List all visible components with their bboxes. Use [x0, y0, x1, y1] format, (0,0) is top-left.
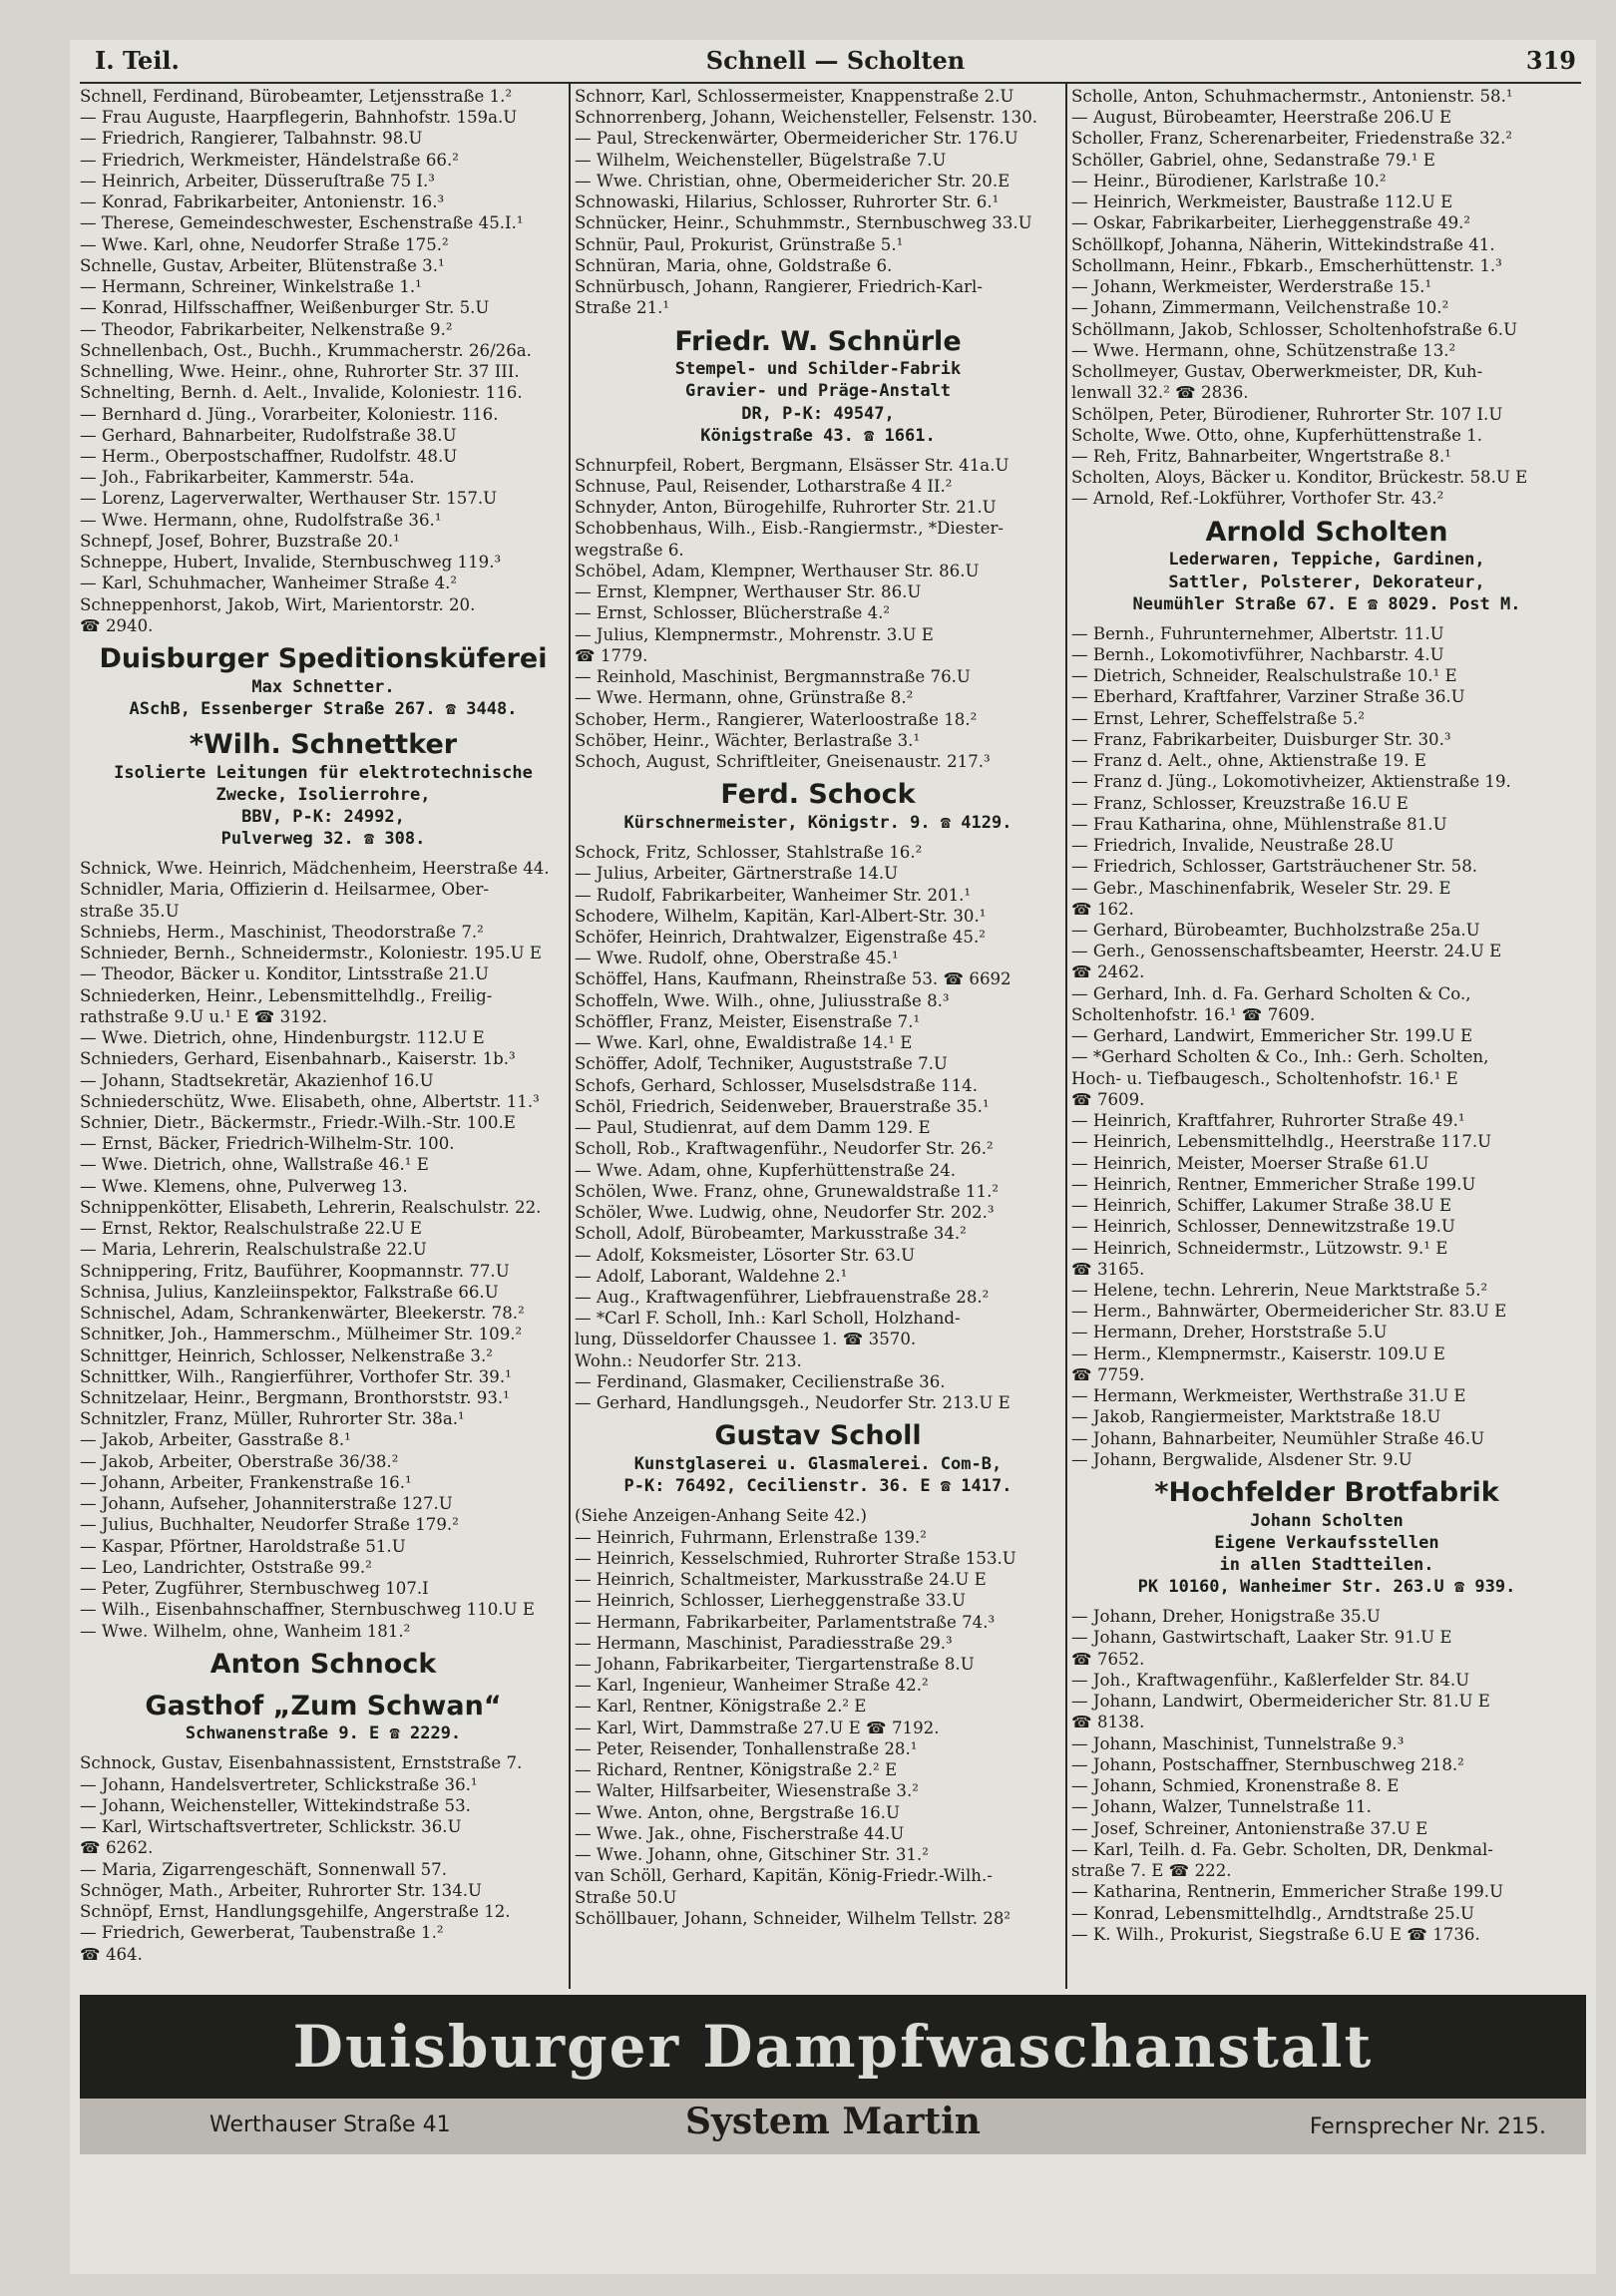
- directory-entry: — Gerh., Genossenschaftsbeamter, Heerstr. 24.U E: [1071, 942, 1502, 961]
- directory-entry: — Gerhard, Bahnarbeiter, Rudolfstraße 38.U: [80, 425, 457, 445]
- directory-entry: — Ferdinand, Glasmaker, Cecilienstraße 36.: [575, 1371, 946, 1391]
- directory-entry: — Johann, Schmied, Kronenstraße 8. E: [1071, 1776, 1400, 1796]
- directory-entry: — Johann, Aufseher, Johanniterstraße 127.U: [80, 1494, 453, 1514]
- advertisement-title: Arnold Scholten: [1205, 516, 1448, 548]
- directory-entry: Schnitker, Joh., Hammerschm., Mülheimer Str. 109.²: [80, 1325, 523, 1344]
- advertisement-block: [1071, 516, 1582, 615]
- directory-entry: — Julius, Arbeiter, Gärtnerstraße 14.U: [575, 864, 899, 884]
- directory-entry: Schober, Herm., Rangierer, Waterloostraße 18.²: [575, 709, 978, 729]
- directory-entry: ☎ 464.: [80, 1944, 143, 1964]
- directory-entry: — Karl, Wirt, Dammstraße 27.U E ☎ 7192.: [575, 1718, 940, 1737]
- directory-entry: Schnorr, Karl, Schlossermeister, Knappenstraße 2.U: [575, 87, 1014, 106]
- directory-entry: Schodere, Wilhelm, Kapitän, Karl-Albert-Str. 30.¹: [575, 906, 987, 926]
- directory-entry: — Heinrich, Rentner, Emmericher Straße 199.U: [1071, 1174, 1476, 1194]
- directory-entry: — Ernst, Schlosser, Blücherstraße 4.²: [575, 603, 891, 623]
- directory-entry: ☎ 8138.: [1071, 1713, 1145, 1732]
- directory-entry: Schöffer, Adolf, Techniker, Auguststraße 7.U: [575, 1054, 948, 1074]
- directory-entry: Schöfer, Heinrich, Drahtwalzer, Eigenstraße 45.²: [575, 928, 986, 947]
- directory-entry: — Wwe. Dietrich, ohne, Wallstraße 46.¹ E: [80, 1155, 429, 1175]
- directory-entry: — Walter, Hilfsarbeiter, Wiesenstraße 3.²: [575, 1781, 919, 1801]
- directory-entry: Scholten, Aloys, Bäcker u. Konditor, Brückestr. 58.U E: [1071, 468, 1528, 488]
- directory-entry: Schofs, Gerhard, Schlosser, Muselsdstraße 114.: [575, 1075, 978, 1095]
- directory-entry: — Heinrich, Lebensmittelhdlg., Heerstraße 117.U: [1071, 1132, 1492, 1152]
- directory-entry: — *Carl F. Scholl, Inh.: Karl Scholl, Holzhand-: [575, 1309, 961, 1329]
- directory-entry: — Johann, Arbeiter, Frankenstraße 16.¹: [80, 1472, 412, 1492]
- directory-entry: — Johann, Landwirt, Obermeidericher Str. 81.U E: [1071, 1692, 1490, 1712]
- advertisement-line: PK 10160, Wanheimer Str. 263.U ☎ 939.: [1137, 1577, 1516, 1598]
- directory-entry: — Wwe. Jak., ohne, Fischerstraße 44.U: [575, 1823, 905, 1843]
- directory-entry: Schölen, Wwe. Franz, ohne, Grunewaldstraße 11.²: [575, 1181, 1000, 1201]
- directory-entry: Schnier, Dietr., Bäckermstr., Friedr.-Wilh.-Str. 100.E: [80, 1112, 516, 1132]
- directory-entry: — Leo, Landrichter, Oststraße 99.²: [80, 1557, 372, 1577]
- directory-column-3: [1071, 86, 1582, 1989]
- directory-entry: — Oskar, Fabrikarbeiter, Lierheggenstraße 49.²: [1071, 213, 1471, 233]
- directory-entry: ☎ 3165.: [1071, 1259, 1145, 1279]
- directory-entry: Schöllmann, Jakob, Schlosser, Scholtenhofstraße 6.U: [1071, 319, 1518, 339]
- directory-entry: — Wwe. Karl, ohne, Ewaldistraße 14.¹ E: [575, 1033, 913, 1053]
- directory-entry: — Bernh., Lokomotivführer, Nachbarstr. 4.U: [1071, 644, 1444, 664]
- directory-entry: — Johann, Weichensteller, Wittekindstraße 53.: [80, 1795, 471, 1815]
- directory-entry: — Wilh., Eisenbahnschaffner, Sternbuschweg 110.U E: [80, 1600, 535, 1620]
- directory-entry: — Heinrich, Fuhrmann, Erlenstraße 139.²: [575, 1527, 927, 1547]
- directory-entry: Schoffeln, Wwe. Wilh., ohne, Juliusstraße 8.³: [575, 990, 950, 1010]
- directory-entry: — Heinrich, Kesselschmied, Ruhrorter Straße 153.U: [575, 1548, 1016, 1568]
- directory-entry: — Julius, Buchhalter, Neudorfer Straße 179.²: [80, 1515, 459, 1535]
- directory-entry: — Joh., Fabrikarbeiter, Kammerstr. 54a.: [80, 468, 415, 488]
- directory-entry: — Wwe. Rudolf, ohne, Oberstraße 45.¹: [575, 949, 899, 968]
- page-number: 319: [1525, 46, 1576, 75]
- directory-entry: — Johann, Walzer, Tunnelstraße 11.: [1071, 1797, 1372, 1817]
- directory-entry: — Maria, Zigarrengeschäft, Sonnenwall 57.: [80, 1859, 447, 1879]
- directory-entry: — Franz, Fabrikarbeiter, Duisburger Str. 30.³: [1071, 729, 1451, 749]
- directory-entry: — Lorenz, Lagerverwalter, Werthauser Str. 157.U: [80, 489, 498, 509]
- directory-entry: — Friedrich, Werkmeister, Händelstraße 66.²: [80, 150, 459, 170]
- directory-entry: — Gerhard, Landwirt, Emmericher Str. 199.U E: [1071, 1026, 1473, 1046]
- directory-entry: ☎ 6262.: [80, 1838, 154, 1858]
- directory-entry: ☎ 2462.: [1071, 962, 1145, 982]
- directory-entry: Schnowaski, Hilarius, Schlosser, Ruhrorter Str. 6.¹: [575, 192, 1000, 212]
- directory-entry: Schöller, Gabriel, ohne, Sedanstraße 79.¹ E: [1071, 150, 1435, 170]
- directory-entry: ☎ 7759.: [1071, 1364, 1145, 1384]
- directory-entry: — Josef, Schreiner, Antonienstraße 37.U E: [1071, 1818, 1428, 1838]
- advertisement-title: Ferd. Schock: [720, 779, 916, 811]
- directory-entry: Schnick, Wwe. Heinrich, Mädchenheim, Heerstraße 44.: [80, 859, 550, 879]
- directory-entry: Schnelle, Gustav, Arbeiter, Blütenstraße 3.¹: [80, 255, 445, 275]
- directory-entry: — Peter, Zugführer, Sternbuschweg 107.I: [80, 1579, 429, 1599]
- directory-entry: Schnittker, Wilh., Rangierführer, Vorthofer Str. 39.¹: [80, 1366, 512, 1386]
- directory-entry: (Siehe Anzeigen-Anhang Seite 42.): [575, 1506, 867, 1526]
- directory-entry: — Wwe. Wilhelm, ohne, Wanheim 181.²: [80, 1621, 411, 1641]
- directory-entry: — Herm., Bahnwärter, Obermeidericher Str. 83.U E: [1071, 1302, 1507, 1322]
- directory-entry: — Hermann, Dreher, Horststraße 5.U: [1071, 1323, 1388, 1342]
- directory-entry: Schneppenhorst, Jakob, Wirt, Marientorstr. 20.: [80, 594, 476, 614]
- directory-entry: Schnellenbach, Ost., Buchh., Krummacherstr. 26/26a.: [80, 340, 532, 360]
- header-rule: [80, 82, 1581, 84]
- directory-entry: — Karl, Wirtschaftsvertreter, Schlickstr. 36.U: [80, 1817, 462, 1837]
- directory-entry: — Wwe. Klemens, ohne, Pulverweg 13.: [80, 1176, 408, 1196]
- directory-entry: — Karl, Rentner, Königstraße 2.² E: [575, 1697, 867, 1717]
- directory-entry: Schölpen, Peter, Bürodiener, Ruhrorter Str. 107 I.U: [1071, 404, 1503, 424]
- directory-entry: Scholler, Franz, Scherenarbeiter, Friedenstraße 32.²: [1071, 129, 1513, 149]
- directory-entry: — *Gerhard Scholten & Co., Inh.: Gerh. Scholten,: [1071, 1047, 1489, 1067]
- directory-entry: — Johann, Fabrikarbeiter, Tiergartenstraße 8.U: [575, 1654, 975, 1674]
- directory-entry: Schnippenkötter, Elisabeth, Lehrerin, Realschulstr. 22.: [80, 1197, 542, 1217]
- directory-entry: Wohn.: Neudorfer Str. 213.: [575, 1350, 802, 1370]
- directory-entry: — Konrad, Lebensmittelhdlg., Arndtstraße 25.U: [1071, 1903, 1475, 1923]
- advertisement-line: Max Schnetter.: [251, 676, 395, 697]
- directory-entry: Schöllbauer, Johann, Schneider, Wilhelm Tellstr. 28²: [575, 1908, 1011, 1928]
- directory-entry: straße 35.U: [80, 901, 180, 921]
- directory-entry: — Ernst, Bäcker, Friedrich-Wilhelm-Str. 100.: [80, 1134, 455, 1154]
- advertisement-title: *Hochfelder Brotfabrik: [1154, 1477, 1499, 1509]
- directory-entry: — Heinrich, Schneidermstr., Lützowstr. 9.¹ E: [1071, 1238, 1448, 1258]
- directory-entry: Schnidler, Maria, Offizierin d. Heilsarmee, Ober-: [80, 880, 490, 900]
- advertisement-block: [80, 728, 567, 850]
- directory-entry: wegstraße 6.: [575, 540, 684, 560]
- advertisement-title: Gasthof „Zum Schwan“: [145, 1690, 502, 1722]
- directory-entry: — Julius, Klempnermstr., Mohrenstr. 3.U E: [575, 624, 934, 644]
- advertisement-title: Gustav Scholl: [714, 1420, 922, 1452]
- advertisement-line: Eigene Verkaufsstellen: [1214, 1532, 1439, 1553]
- advertisement-block: [80, 1690, 567, 1745]
- advertisement-block: [80, 1648, 567, 1682]
- directory-entry: — Hermann, Fabrikarbeiter, Parlamentstraße 74.³: [575, 1612, 996, 1632]
- directory-entry: — Reinhold, Maschinist, Bergmannstraße 76.U: [575, 667, 971, 687]
- footer-title: Duisburger Dampfwaschanstalt: [292, 2013, 1374, 2081]
- advertisement-line: P-K: 76492, Cecilienstr. 36. E ☎ 1417.: [623, 1476, 1012, 1497]
- directory-entry: — Heinrich, Schaltmeister, Markusstraße 24.U E: [575, 1570, 987, 1590]
- directory-entry: — Franz, Schlosser, Kreuzstraße 16.U E: [1071, 793, 1409, 813]
- directory-entry: — Franz d. Jüng., Lokomotivheizer, Aktienstraße 19.: [1071, 772, 1511, 792]
- footer-system: System Martin: [685, 2101, 981, 2142]
- directory-entry: — Ernst, Lehrer, Scheffelstraße 5.²: [1071, 708, 1366, 728]
- directory-entry: — Johann, Stadtsekretär, Akazienhof 16.U: [80, 1070, 434, 1090]
- directory-entry: Schnippering, Fritz, Bauführer, Koopmannstr. 77.U: [80, 1261, 510, 1281]
- footer-phone: Fernsprecher Nr. 215.: [1309, 2114, 1546, 2139]
- directory-entry: — Adolf, Laborant, Waldehne 2.¹: [575, 1266, 848, 1286]
- directory-entry: — Heinrich, Werkmeister, Baustraße 112.U E: [1071, 192, 1453, 212]
- directory-entry: — Karl, Schuhmacher, Wanheimer Straße 4.²: [80, 574, 458, 593]
- directory-entry: Straße 50.U: [575, 1887, 677, 1907]
- directory-entry: Schnüran, Maria, ohne, Goldstraße 6.: [575, 255, 893, 275]
- directory-entry: — Friedrich, Gewerberat, Taubenstraße 1.²: [80, 1923, 444, 1943]
- directory-entry: — Bernh., Fuhrunternehmer, Albertstr. 11.U: [1071, 623, 1444, 643]
- directory-entry: Schoch, August, Schriftleiter, Gneisenaustr. 217.³: [575, 751, 991, 771]
- advertisement-line: BBV, P-K: 24992,: [241, 806, 405, 827]
- directory-entry: Scholl, Adolf, Bürobeamter, Markusstraße 34.²: [575, 1224, 967, 1244]
- directory-entry: — Gerhard, Bürobeamter, Buchholzstraße 25a.U: [1071, 921, 1480, 940]
- directory-entry: — Wwe. Hermann, ohne, Rudolfstraße 36.¹: [80, 510, 442, 530]
- directory-entry: — Johann, Zimmermann, Veilchenstraße 10.²: [1071, 298, 1449, 318]
- directory-entry: — Heinrich, Schiffer, Lakumer Straße 38.U E: [1071, 1196, 1452, 1216]
- directory-entry: Schnell, Ferdinand, Bürobeamter, Letjensstraße 1.²: [80, 87, 513, 106]
- directory-entry: Schnitzler, Franz, Müller, Ruhrorter Str. 38a.¹: [80, 1409, 465, 1429]
- directory-entry: — Franz d. Aelt., ohne, Aktienstraße 19. E: [1071, 751, 1426, 771]
- directory-entry: Schobbenhaus, Wilh., Eisb.-Rangiermstr., *Diester-: [575, 519, 1005, 539]
- directory-entry: Scholtenhofstr. 16.¹ ☎ 7609.: [1071, 1004, 1316, 1024]
- directory-entry: Schniebs, Herm., Maschinist, Theodorstraße 7.²: [80, 922, 484, 942]
- directory-entry: Schnelting, Bernh. d. Aelt., Invalide, Koloniestr. 116.: [80, 383, 523, 403]
- directory-entry: Schniederschütz, Wwe. Elisabeth, ohne, Albertstr. 11.³: [80, 1091, 540, 1111]
- directory-entry: — Frau Katharina, ohne, Mühlenstraße 81.U: [1071, 814, 1447, 834]
- directory-entry: Schnieders, Gerhard, Eisenbahnarb., Kaiserstr. 1b.³: [80, 1049, 516, 1069]
- directory-entry: — Karl, Teilh. d. Fa. Gebr. Scholten, DR, Denkmal-: [1071, 1839, 1493, 1859]
- directory-entry: — Theodor, Bäcker u. Konditor, Lintsstraße 21.U: [80, 964, 490, 984]
- advertisement-line: in allen Stadtteilen.: [1219, 1555, 1434, 1576]
- directory-entry: Straße 21.¹: [575, 298, 670, 318]
- directory-entry: — Wwe. Hermann, ohne, Grünstraße 8.²: [575, 688, 914, 708]
- advertisement-title: Friedr. W. Schnürle: [674, 325, 962, 357]
- directory-entry: — Wwe. Johann, ohne, Gitschiner Str. 31.²: [575, 1845, 929, 1865]
- directory-entry: — Therese, Gemeindeschwester, Eschenstraße 45.I.¹: [80, 213, 524, 233]
- directory-entry: — Johann, Postschaffner, Sternbuschweg 218.²: [1071, 1754, 1464, 1774]
- directory-entry: — Reh, Fritz, Bahnarbeiter, Wngertstraße 8.¹: [1071, 446, 1451, 466]
- advertisement-block: [575, 1419, 1061, 1497]
- directory-entry: van Schöll, Gerhard, Kapitän, König-Friedr.-Wilh.-: [575, 1866, 993, 1886]
- directory-entry: — Gebr., Maschinenfabrik, Weseler Str. 29. E: [1071, 878, 1451, 898]
- advertisement-line: Sattler, Polsterer, Dekorateur,: [1168, 572, 1485, 592]
- directory-entry: — Johann, Werkmeister, Werderstraße 15.¹: [1071, 277, 1432, 297]
- advertisement-line: DR, P-K: 49547,: [741, 403, 895, 424]
- column-divider-2: [1065, 84, 1067, 1989]
- directory-entry: ☎ 7609.: [1071, 1089, 1145, 1109]
- directory-entry: — Friedrich, Rangierer, Talbahnstr. 98.U: [80, 129, 423, 149]
- directory-entry: Schnittger, Heinrich, Schlosser, Nelkenstraße 3.²: [80, 1345, 493, 1365]
- directory-column-2: [575, 86, 1061, 1989]
- directory-entry: — Heinrich, Meister, Moerser Straße 61.U: [1071, 1153, 1429, 1173]
- directory-entry: — Heinrich, Schlosser, Lierheggenstraße 33.U: [575, 1591, 966, 1611]
- advertisement-title: Duisburger Speditionsküferei: [99, 643, 548, 675]
- directory-entry: Schneppe, Hubert, Invalide, Sternbuschweg 119.³: [80, 553, 502, 573]
- directory-entry: — Friedrich, Invalide, Neustraße 28.U: [1071, 836, 1395, 856]
- column-divider-1: [569, 84, 571, 1989]
- advertisement-block: [575, 325, 1061, 447]
- directory-entry: Schöffel, Hans, Kaufmann, Rheinstraße 53. ☎ 6692: [575, 969, 1011, 989]
- directory-entry: — Wwe. Adam, ohne, Kupferhüttenstraße 24.: [575, 1160, 957, 1180]
- directory-entry: — Jakob, Rangiermeister, Marktstraße 18.U: [1071, 1407, 1441, 1427]
- directory-entry: straße 7. E ☎ 222.: [1071, 1861, 1232, 1881]
- directory-entry: — Eberhard, Kraftfahrer, Varziner Straße 36.U: [1071, 687, 1465, 707]
- advertisement-block: [1071, 1476, 1582, 1598]
- directory-entry: — Bernhard d. Jüng., Vorarbeiter, Koloniestr. 116.: [80, 404, 499, 424]
- advertisement-line: Zwecke, Isolierrohre,: [215, 784, 431, 805]
- directory-entry: — Heinrich, Arbeiter, Düsseruſtraße 75 I.³: [80, 171, 435, 191]
- directory-entry: — Ernst, Rektor, Realschulstraße 22.U E: [80, 1219, 422, 1239]
- directory-entry: — Heinrich, Kraftfahrer, Ruhrorter Straße 49.¹: [1071, 1111, 1465, 1131]
- directory-entry: Schnürbusch, Johann, Rangierer, Friedrich-Karl-: [575, 277, 983, 297]
- directory-entry: — Maria, Lehrerin, Realschulstraße 22.U: [80, 1240, 427, 1260]
- directory-entry: — Theodor, Fabrikarbeiter, Nelkenstraße 9.²: [80, 319, 453, 339]
- directory-entry: — Aug., Kraftwagenführer, Liebfrauenstraße 28.²: [575, 1287, 990, 1307]
- directory-entry: — Herm., Klempnermstr., Kaiserstr. 109.U E: [1071, 1343, 1445, 1363]
- directory-entry: — Heinr., Bürodiener, Karlstraße 10.²: [1071, 171, 1387, 191]
- directory-entry: — Johann, Bahnarbeiter, Neumühler Straße 46.U: [1071, 1428, 1485, 1448]
- directory-entry: — Paul, Studienrat, auf dem Damm 129. E: [575, 1118, 931, 1138]
- directory-entry: — Wwe. Dietrich, ohne, Hindenburgstr. 112.U E: [80, 1028, 485, 1048]
- directory-entry: — Joh., Kraftwagenführ., Kaßlerfelder Str. 84.U: [1071, 1670, 1470, 1690]
- directory-entry: — Peter, Reisender, Tonhallenstraße 28.¹: [575, 1738, 918, 1758]
- directory-entry: — Paul, Streckenwärter, Obermeidericher Str. 176.U: [575, 129, 1018, 149]
- directory-entry: — Hermann, Maschinist, Paradiesstraße 29.³: [575, 1633, 953, 1653]
- page-header: [95, 46, 1576, 80]
- directory-entry: Scholl, Rob., Kraftwagenführ., Neudorfer Str. 26.²: [575, 1139, 994, 1159]
- directory-entry: Schnepf, Josef, Bohrer, Buzstraße 20.¹: [80, 531, 400, 551]
- directory-entry: Schnöger, Math., Arbeiter, Ruhrorter Str. 134.U: [80, 1880, 483, 1900]
- directory-entry: — Wwe. Hermann, ohne, Schützenstraße 13.²: [1071, 340, 1456, 360]
- directory-entry: — August, Bürobeamter, Heerstraße 206.U E: [1071, 108, 1452, 128]
- directory-entry: lung, Düsseldorfer Chaussee 1. ☎ 3570.: [575, 1330, 917, 1349]
- directory-entry: — Richard, Rentner, Königstraße 2.² E: [575, 1760, 898, 1780]
- directory-entry: — Heinrich, Schlosser, Dennewitzstraße 19.U: [1071, 1217, 1455, 1237]
- directory-column-1: [80, 86, 567, 1989]
- directory-entry: Schollmann, Heinr., Fbkarb., Emscherhüttenstr. 1.³: [1071, 255, 1502, 275]
- directory-entry: — Katharina, Rentnerin, Emmericher Straße 199.U: [1071, 1882, 1504, 1902]
- advertisement-line: Stempel- und Schilder-Fabrik: [674, 359, 962, 380]
- directory-entry: — Rudolf, Fabrikarbeiter, Wanheimer Str. 201.¹: [575, 885, 972, 905]
- footer-address: Werthauser Straße 41: [209, 2112, 451, 2137]
- directory-entry: — Karl, Ingenieur, Wanheimer Straße 42.²: [575, 1676, 929, 1696]
- directory-entry: Scholle, Anton, Schuhmachermstr., Antonienstr. 58.¹: [1071, 87, 1513, 106]
- directory-entry: Schnurpfeil, Robert, Bergmann, Elsässer Str. 41a.U: [575, 455, 1010, 475]
- advertisement-line: Lederwaren, Teppiche, Gardinen,: [1168, 550, 1485, 571]
- directory-entry: — Herm., Oberpostschaffner, Rudolfstr. 48.U: [80, 446, 458, 466]
- directory-entry: Schnuse, Paul, Reisender, Lotharstraße 4 II.²: [575, 476, 953, 496]
- directory-entry: — Konrad, Hilfsschaffner, Weißenburger Str. 5.U: [80, 298, 490, 318]
- directory-entry: Schnitzelaar, Heinr., Bergmann, Bronthorststr. 93.¹: [80, 1388, 510, 1408]
- directory-entry: Schnorrenberg, Johann, Weichensteller, Felsenstr. 130.: [575, 108, 1038, 128]
- advertisement-line: Isolierte Leitungen für elektrotechnische: [114, 762, 533, 783]
- directory-entry: Schöllkopf, Johanna, Näherin, Wittekindstraße 41.: [1071, 234, 1495, 254]
- running-title: Schnell — Scholten: [705, 46, 966, 75]
- directory-entry: — Kaspar, Pförtner, Haroldstraße 51.U: [80, 1536, 406, 1556]
- directory-entry: — Frau Auguste, Haarpflegerin, Bahnhofstr. 159a.U: [80, 108, 518, 128]
- directory-entry: Schnücker, Heinr., Schuhmmstr., Sternbuschweg 33.U: [575, 213, 1032, 233]
- directory-entry: Schniederken, Heinr., Lebensmittelhdlg., Freilig-: [80, 985, 493, 1005]
- directory-entry: — Wwe. Karl, ohne, Neudorfer Straße 175.²: [80, 234, 449, 254]
- advertisement-block: [80, 642, 567, 720]
- directory-entry: — Gerhard, Inh. d. Fa. Gerhard Scholten & Co.,: [1071, 983, 1471, 1003]
- advertisement-line: Pulverweg 32. ☎ 308.: [220, 829, 426, 850]
- directory-entry: Schnock, Gustav, Eisenbahnassistent, Ernststraße 7.: [80, 1753, 523, 1773]
- directory-entry: — Jakob, Arbeiter, Oberstraße 36/38.²: [80, 1451, 399, 1471]
- directory-entry: — Wwe. Christian, ohne, Obermeidericher Str. 20.E: [575, 171, 1010, 191]
- advertisement-line: ASchB, Essenberger Straße 267. ☎ 3448.: [129, 698, 518, 719]
- directory-entry: — Wwe. Anton, ohne, Bergstraße 16.U: [575, 1802, 900, 1822]
- directory-entry: — Johann, Maschinist, Tunnelstraße 9.³: [1071, 1733, 1405, 1753]
- directory-entry: — Johann, Gastwirtschaft, Laaker Str. 91.U E: [1071, 1628, 1452, 1648]
- advertisement-block: [575, 778, 1061, 834]
- directory-entry: Schnieder, Bernh., Schneidermstr., Koloniestr. 195.U E: [80, 944, 543, 963]
- directory-entry: — Johann, Handelsvertreter, Schlickstraße 36.¹: [80, 1774, 478, 1794]
- directory-entry: — Konrad, Fabrikarbeiter, Antonienstr. 16.³: [80, 192, 445, 212]
- directory-entry: — Wilhelm, Weichensteller, Bügelstraße 7.U: [575, 150, 947, 170]
- directory-entry: ☎ 1779.: [575, 645, 648, 665]
- directory-entry: Schnür, Paul, Prokurist, Grünstraße 5.¹: [575, 234, 904, 254]
- directory-entry: — Johann, Bergwalide, Alsdener Str. 9.U: [1071, 1449, 1413, 1469]
- directory-entry: Schock, Fritz, Schlosser, Stahlstraße 16.²: [575, 843, 923, 863]
- directory-entry: — Friedrich, Schlosser, Gartsträuchener Str. 58.: [1071, 857, 1478, 877]
- advertisement-line: Schwanenstraße 9. E ☎ 2229.: [185, 1723, 462, 1744]
- directory-entry: Schollmeyer, Gustav, Oberwerkmeister, DR, Kuh-: [1071, 362, 1483, 382]
- directory-entry: Schnyder, Anton, Bürogehilfe, Ruhrorter Str. 21.U: [575, 498, 997, 518]
- directory-entry: — Helene, techn. Lehrerin, Neue Marktstraße 5.²: [1071, 1280, 1488, 1300]
- advertisement-line: Königstraße 43. ☎ 1661.: [700, 425, 936, 446]
- directory-entry: — K. Wilh., Prokurist, Siegstraße 6.U E ☎ 1736.: [1071, 1924, 1480, 1944]
- directory-entry: Hoch- u. Tiefbaugesch., Scholtenhofstr. 16.¹ E: [1071, 1068, 1458, 1088]
- directory-entry: Schnelling, Wwe. Heinr., ohne, Ruhrorter Str. 37 III.: [80, 362, 520, 382]
- advertisement-title: Anton Schnock: [209, 1648, 437, 1680]
- directory-entry: Schöler, Wwe. Ludwig, ohne, Neudorfer Str. 202.³: [575, 1203, 995, 1223]
- section-label: I. Teil.: [95, 46, 180, 75]
- directory-entry: ☎ 7652.: [1071, 1649, 1145, 1669]
- advertisement-title: *Wilh. Schnettker: [189, 729, 458, 761]
- directory-entry: ☎ 2940.: [80, 615, 154, 635]
- directory-entry: Scholte, Wwe. Otto, ohne, Kupferhüttenstraße 1.: [1071, 425, 1482, 445]
- directory-entry: — Arnold, Ref.-Lokführer, Vorthofer Str. 43.²: [1071, 489, 1444, 509]
- advertisement-line: Neumühler Straße 67. E ☎ 8029. Post M.: [1132, 593, 1521, 614]
- directory-entry: — Gerhard, Handlungsgeh., Neudorfer Str. 213.U E: [575, 1393, 1010, 1413]
- directory-entry: Schnischel, Adam, Schrankenwärter, Bleekerstr. 78.²: [80, 1304, 525, 1324]
- advertisement-line: Johann Scholten: [1250, 1510, 1404, 1531]
- directory-entry: — Jakob, Arbeiter, Gasstraße 8.¹: [80, 1430, 351, 1450]
- advertisement-line: Kunstglaserei u. Glasmalerei. Com-B,: [633, 1454, 1003, 1475]
- directory-entry: — Hermann, Schreiner, Winkelstraße 1.¹: [80, 277, 422, 297]
- directory-entry: rathstraße 9.U u.¹ E ☎ 3192.: [80, 1006, 328, 1026]
- footer-advertisement: [80, 1995, 1586, 2254]
- directory-entry: Schöber, Heinr., Wächter, Berlastraße 3.¹: [575, 730, 921, 750]
- directory-entry: — Hermann, Werkmeister, Werthstraße 31.U E: [1071, 1386, 1466, 1406]
- advertisement-line: Kürschnermeister, Königstr. 9. ☎ 4129.: [623, 812, 1012, 833]
- advertisement-line: Gravier- und Präge-Anstalt: [684, 381, 952, 402]
- directory-entry: Schöffler, Franz, Meister, Eisenstraße 7.¹: [575, 1011, 921, 1031]
- directory-entry: — Dietrich, Schneider, Realschulstraße 10.¹ E: [1071, 666, 1457, 686]
- directory-entry: Schnöpf, Ernst, Handlungsgehilfe, Angerstraße 12.: [80, 1902, 511, 1922]
- directory-entry: — Adolf, Koksmeister, Lösorter Str. 63.U: [575, 1245, 916, 1265]
- directory-entry: lenwall 32.² ☎ 2836.: [1071, 383, 1249, 403]
- directory-entry: Schnisa, Julius, Kanzleiinspektor, Falkstraße 66.U: [80, 1282, 499, 1302]
- directory-entry: Schöbel, Adam, Klempner, Werthauser Str. 86.U: [575, 561, 980, 580]
- directory-entry: — Johann, Dreher, Honigstraße 35.U: [1071, 1607, 1381, 1627]
- directory-entry: Schöl, Friedrich, Seidenweber, Brauerstraße 35.¹: [575, 1096, 990, 1116]
- directory-entry: ☎ 162.: [1071, 899, 1134, 919]
- directory-entry: — Ernst, Klempner, Werthauser Str. 86.U: [575, 582, 922, 602]
